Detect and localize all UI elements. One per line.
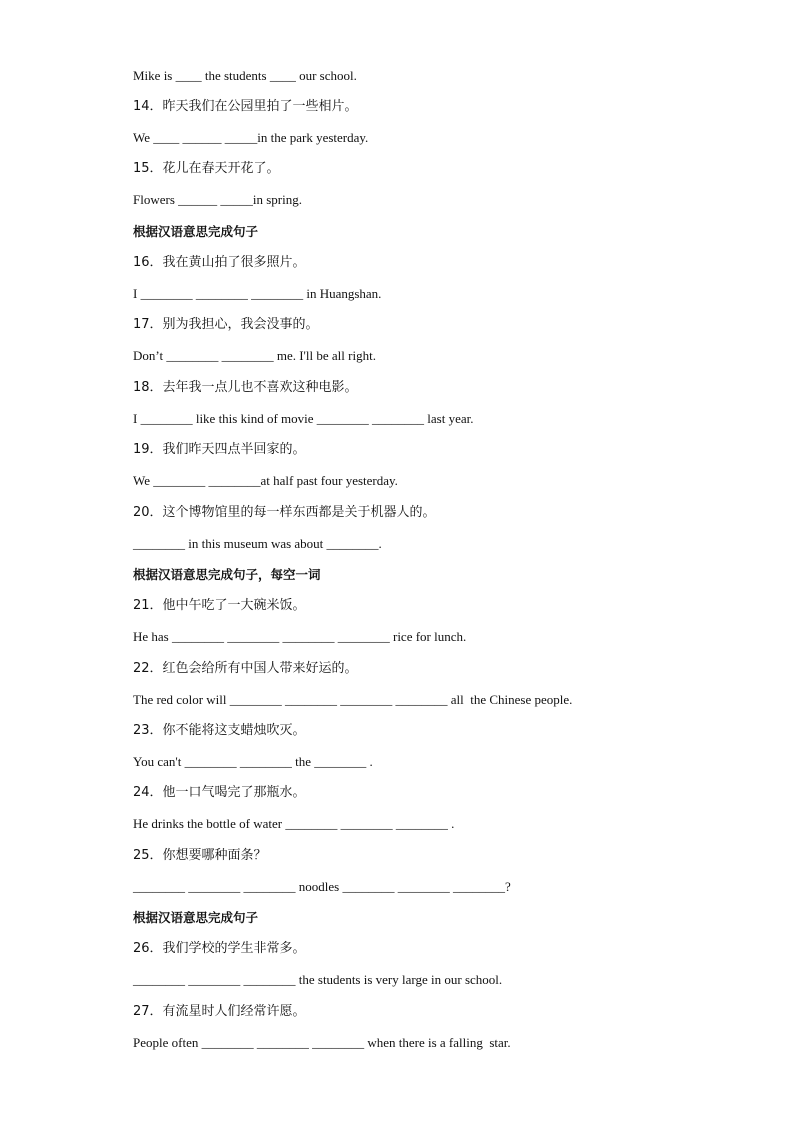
question-line: 18．去年我一点儿也不喜欢这种电影。 (133, 380, 358, 395)
answer-line: We ________ ________at half past four yesterday. (133, 473, 398, 488)
question-line: 17．别为我担心，我会没事的。 (133, 317, 319, 332)
answer-line: I ________ ________ ________ in Huangshan. (133, 286, 382, 301)
question-line: 15．花儿在春天开花了。 (133, 161, 280, 176)
answer-line: We ____ ______ _____in the park yesterday. (133, 130, 369, 145)
section-heading: 根据汉语意思完成句子，每空一词 (133, 567, 321, 582)
question-line: 24．他一口气喝完了那瓶水。 (133, 785, 306, 800)
answer-line: ________ in this museum was about ________. (133, 536, 382, 551)
answer-line: You can't ________ ________ the ________ . (133, 754, 373, 769)
question-line: 19．我们昨天四点半回家的。 (133, 442, 306, 457)
answer-line: He drinks the bottle of water ________ ________ ________ . (133, 816, 455, 831)
answer-line: He has ________ ________ ________ ________ rice for lunch. (133, 629, 467, 644)
answer-line: ________ ________ ________ the students is very large in our school. (133, 972, 503, 987)
question-line: 14．昨天我们在公园里拍了一些相片。 (133, 99, 358, 114)
answer-line: ________ ________ ________ noodles ________ ________ ________? (133, 879, 511, 894)
question-line: 23．你不能将这支蜡烛吹灭。 (133, 723, 306, 738)
question-line: 25．你想要哪种面条？ (133, 848, 267, 863)
question-line: 16．我在黄山拍了很多照片。 (133, 255, 306, 270)
question-line: 27．有流星时人们经常许愿。 (133, 1004, 306, 1019)
section-heading: 根据汉语意思完成句子 (133, 910, 259, 925)
question-line: 20．这个博物馆里的每一样东西都是关于机器人的。 (133, 505, 436, 520)
answer-line: Mike is ____ the students ____ our school. (133, 68, 357, 83)
answer-line: I ________ like this kind of movie ________ ________ last year. (133, 411, 474, 426)
section-heading: 根据汉语意思完成句子 (133, 224, 259, 239)
question-line: 22．红色会给所有中国人带来好运的。 (133, 661, 358, 676)
question-line: 26．我们学校的学生非常多。 (133, 941, 306, 956)
answer-line: The red color will ________ ________ ________ ________ all the Chinese people. (133, 692, 573, 707)
answer-line: Flowers ______ _____in spring. (133, 192, 302, 207)
question-line: 21．他中午吃了一大碗米饭。 (133, 598, 306, 613)
answer-line: Don’t ________ ________ me. I'll be all right. (133, 348, 376, 363)
answer-line: People often ________ ________ ________ when there is a falling star. (133, 1035, 511, 1050)
